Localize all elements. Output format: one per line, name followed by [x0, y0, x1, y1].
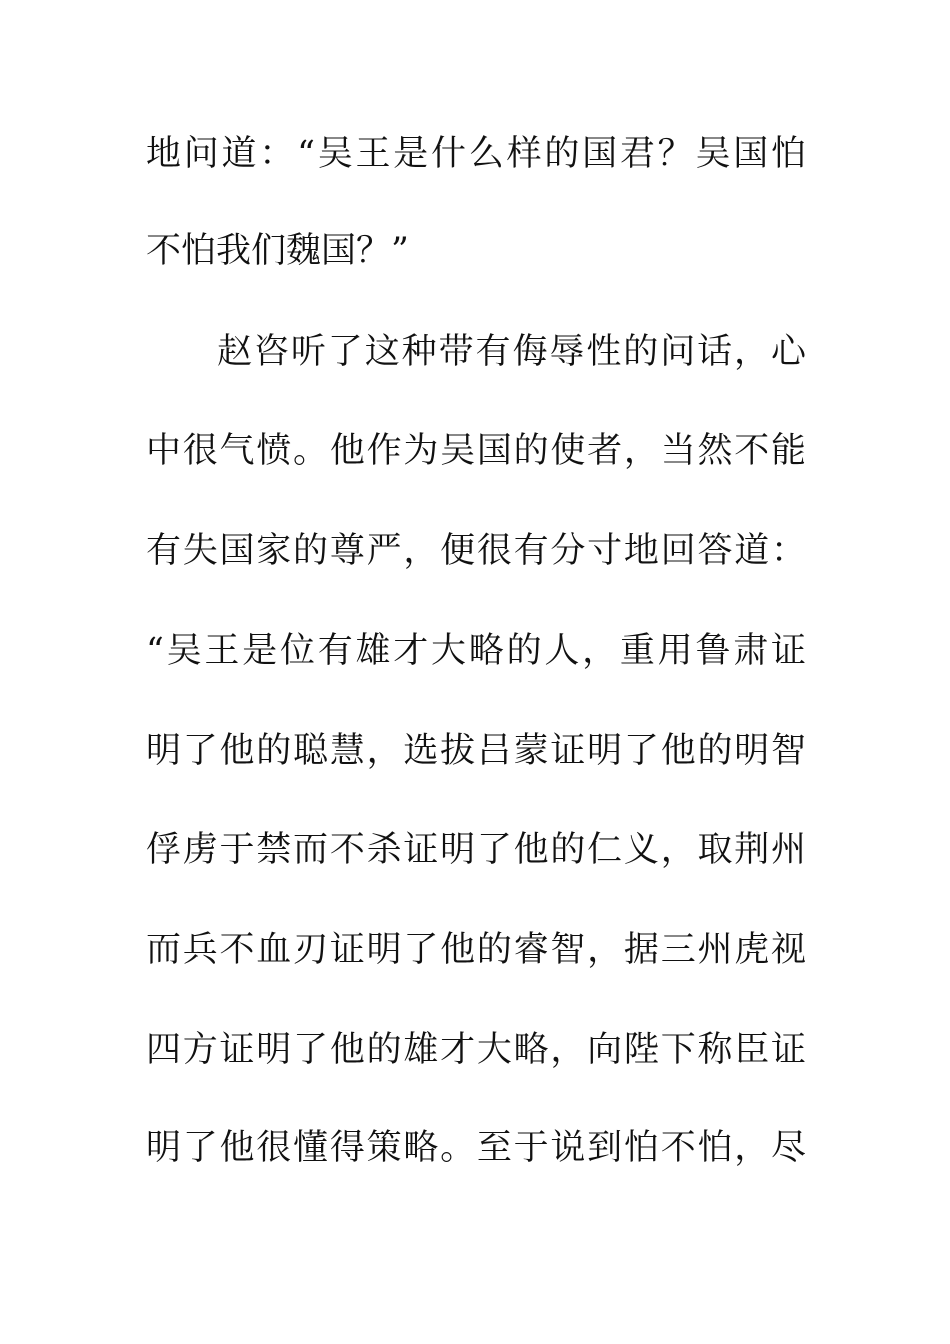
text-line-7: 明了他的聪慧，选拔吕蒙证明了他的明智	[146, 731, 806, 771]
text-line-9: 而兵不血刃证明了他的睿智，据三州虎视	[146, 930, 806, 970]
text-line-5: 有失国家的尊严，便很有分寸地回答道：	[146, 531, 806, 571]
text-line-11: 明了他很懂得策略。至于说到怕不怕，尽	[146, 1128, 806, 1168]
text-line-6: “吴王是位有雄才大略的人，重用鲁肃证	[146, 631, 806, 671]
text-line-1: 地问道：“吴王是什么样的国君？吴国怕	[146, 134, 806, 174]
text-line-2: 不怕我们魏国？”	[146, 231, 409, 271]
text-line-10: 四方证明了他的雄才大略，向陛下称臣证	[146, 1030, 806, 1070]
text-line-4: 中很气愤。他作为吴国的使者，当然不能	[146, 431, 806, 471]
text-line-3-paragraph-start: 赵咨听了这种带有侮辱性的问话，心	[217, 332, 806, 372]
text-line-8: 俘虏于禁而不杀证明了他的仁义，取荆州	[146, 830, 806, 870]
